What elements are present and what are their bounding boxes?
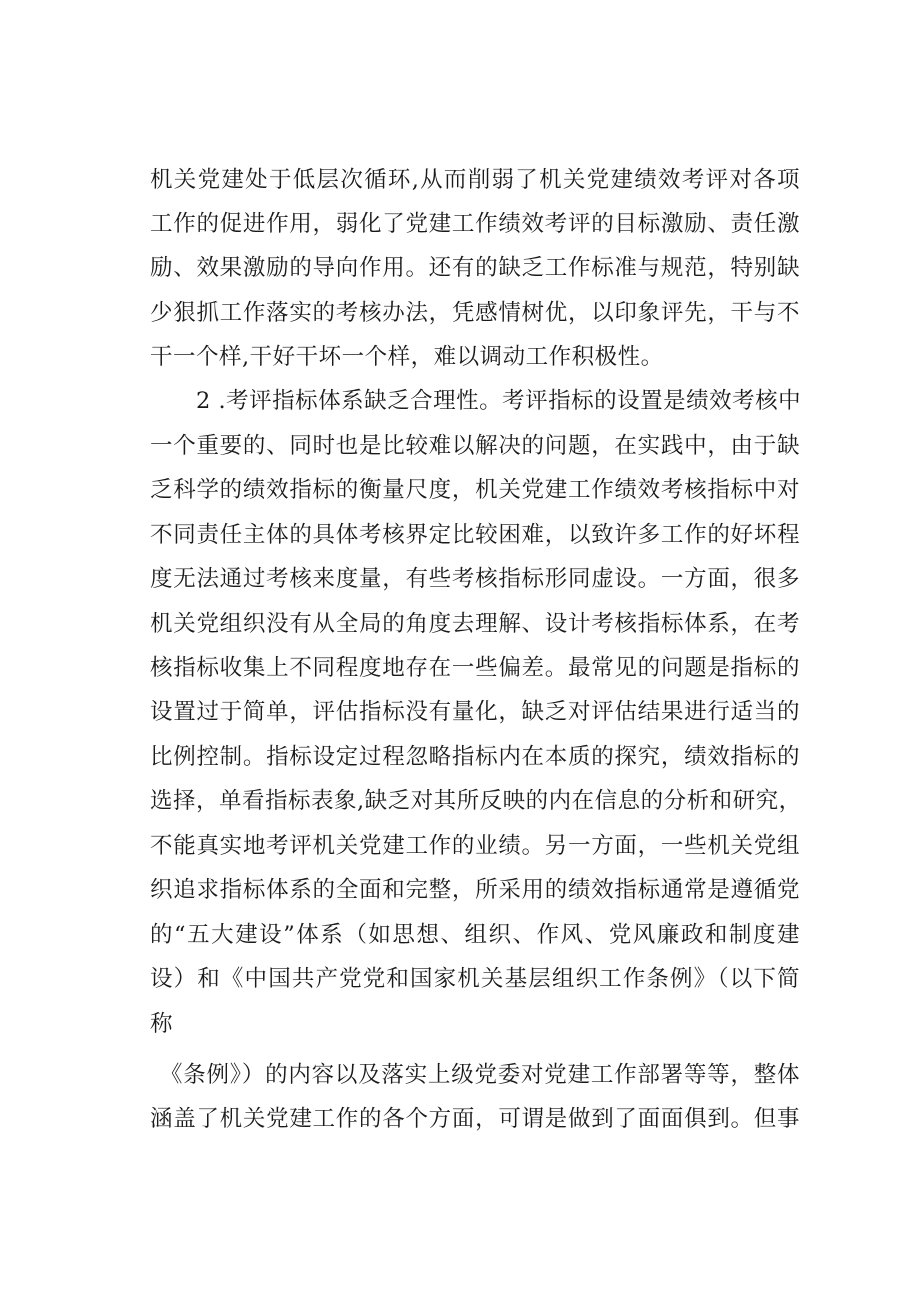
text-line-10: 度无法通过考核来度量，有些考核指标形同虚设。一方面，很多: [150, 566, 800, 592]
text-line-19: 设）和《中国共产党党和国家机关基层组织工作条例》（以下简: [150, 966, 800, 992]
text-line-3: 励、效果激励的导向作用。还有的缺乏工作标准与规范，特别缺: [150, 255, 800, 281]
text-line-12: 核指标收集上不同程度地存在一些偏差。最常见的问题是指标的: [150, 655, 800, 681]
text-line-7: 一个重要的、同时也是比较难以解决的问题，在实践中，由于缺: [150, 433, 800, 459]
text-line-1: 机关党建处于低层次循环,从而削弱了机关党建绩效考评对各项: [150, 167, 800, 193]
text-line-18: 的“五大建设”体系（如思想、组织、作风、党风廉政和制度建: [150, 922, 800, 948]
text-line-16: 不能真实地考评机关党建工作的业绩。另一方面，一些机关党组: [150, 833, 800, 859]
text-line-22: 涵盖了机关党建工作的各个方面，可谓是做到了面面俱到。但事: [150, 1106, 800, 1132]
text-line-8: 乏科学的绩效指标的衡量尺度，机关党建工作绩效考核指标中对: [150, 477, 800, 503]
text-line-15: 选择，单看指标表象,缺乏对其所反映的内在信息的分析和研究，: [150, 788, 802, 814]
text-line-4: 少狠抓工作落实的考核办法，凭感情树优，以印象评先，干与不: [150, 300, 800, 326]
text-line-9: 不同责任主体的具体考核界定比较困难，以致许多工作的好坏程: [150, 522, 800, 548]
text-line-14: 比例控制。指标设定过程忽略指标内在本质的探究，绩效指标的: [150, 744, 800, 770]
text-line-5: 干一个样,干好干坏一个样，难以调动工作积极性。: [150, 344, 664, 370]
text-line-17: 织追求指标体系的全面和完整，所采用的绩效指标通常是遵循党: [150, 877, 800, 903]
text-line-21: 《条例》）的内容以及落实上级党委对党建工作部署等等，整体: [160, 1062, 800, 1088]
text-line-13: 设置过于简单，评估指标没有量化，缺乏对评估结果进行适当的: [150, 699, 800, 725]
text-line-11: 机关党组织没有从全局的角度去理解、设计考核指标体系，在考: [150, 611, 800, 637]
text-line-6: 2 .考评指标体系缺乏合理性。考评指标的设置是绩效考核中: [196, 388, 802, 414]
text-line-2: 工作的促进作用，弱化了党建工作绩效考评的目标激励、责任激: [150, 211, 800, 237]
text-line-20: 称: [150, 1011, 174, 1037]
